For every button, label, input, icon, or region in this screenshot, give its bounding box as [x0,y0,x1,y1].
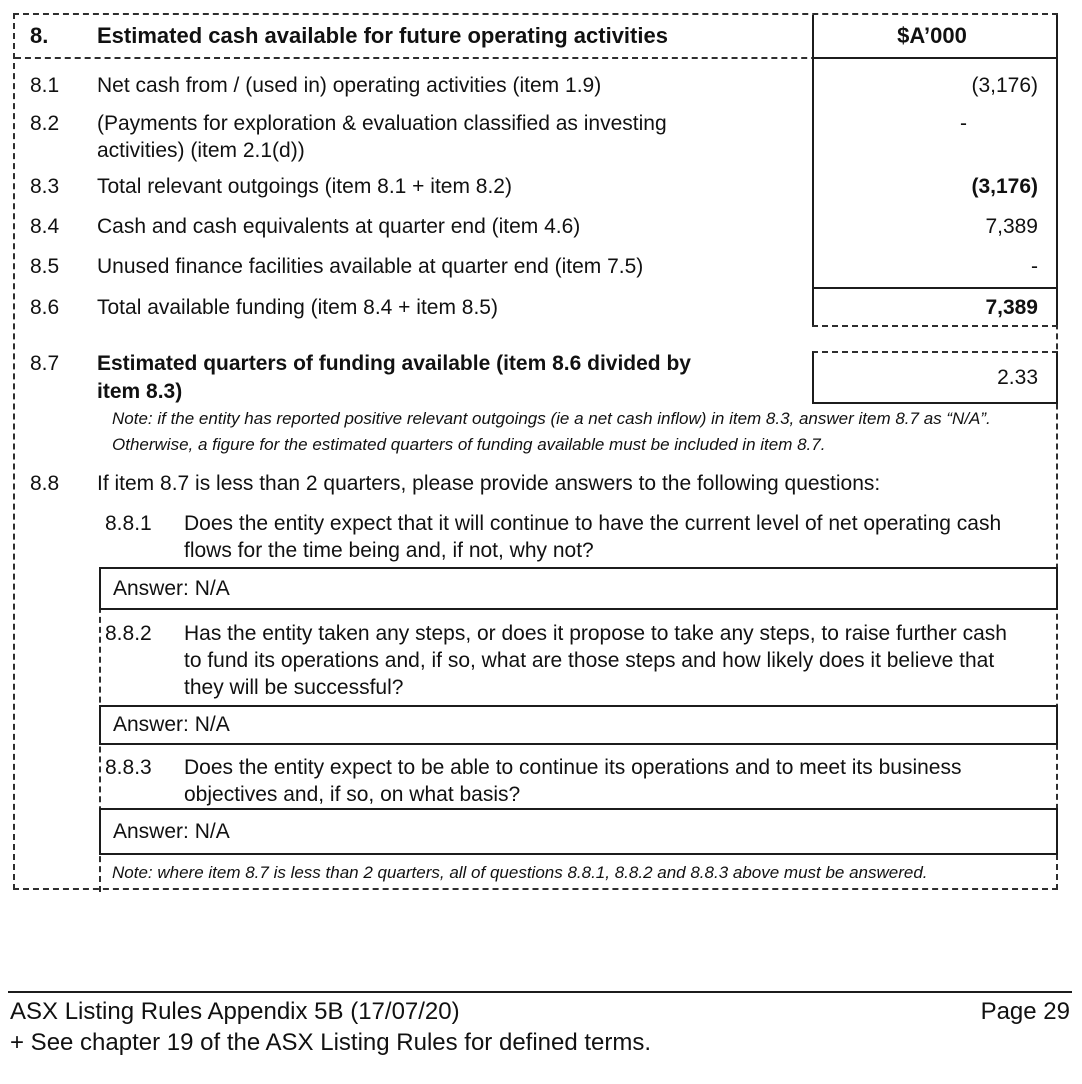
answer-text: Answer: N/A [113,819,230,843]
table-row [15,253,1056,280]
table-header-row [15,15,1056,59]
value-column-right-border [1056,15,1058,327]
item-number: 8.8 [30,472,60,495]
header-bottom-rule [812,57,1058,59]
item-label: If item 8.7 is less than 2 quarters, please provide answers to the following questions: [97,472,881,495]
item-label: Estimated quarters of funding available (item 8.6 divided by item 8.3) [97,352,691,403]
note-text: Note: if the entity has reported positive relevant outgoings (ie a net cash inflow) in item 8.3, answer item 8.7 as “N/A”. Otherwise, a figure for the estimated quarters of funding available must be included in item 8.7. [112,409,991,454]
item-number: 8.1 [30,74,60,97]
question-number: 8.8.3 [105,756,152,779]
question-text: Does the entity expect to be able to continue its operations and to meet its business objectives and, if so, on what basis? [184,756,962,806]
note-text: Note: where item 8.7 is less than 2 quarters, all of questions 8.8.1, 8.8.2 and 8.8.3 above must be answered. [112,863,928,882]
page-number: Page 29 [980,998,1070,1025]
question-text: Does the entity expect that it will continue to have the current level of net operating cash flows for the time being and, if not, why not? [184,512,1002,562]
item-number: 8.3 [30,175,60,198]
item-number: 8.2 [30,112,60,135]
answer-text: Answer: N/A [113,576,230,600]
question-row [105,510,1056,564]
item-value: 7,389 [985,215,1038,238]
table-row [15,173,1056,200]
value-column-left-border [812,15,814,327]
item-number: 8.7 [30,352,60,375]
section-number: 8. [30,23,49,48]
question-row [105,620,1056,701]
answer-box [99,567,1058,610]
item-label: Net cash from / (used in) operating activities (item 1.9) [97,74,602,97]
footer-rule [8,991,1072,993]
question-text: Has the entity taken any steps, or does it propose to take any steps, to raise further cash to fund its operations and, if so, what are those steps and how likely does it believe that they will be successful? [184,622,1007,699]
total-funding-bottom-rule [812,325,1058,327]
item-value: 7,389 [985,296,1038,319]
table-row [15,470,1056,497]
question-number: 8.8.2 [105,622,152,645]
table-row [15,72,1056,99]
item-label: Unused finance facilities available at quarter end (item 7.5) [97,255,644,278]
item-value: (3,176) [971,175,1038,198]
footer-defined-terms: + See chapter 19 of the ASX Listing Rules for defined terms. [10,1029,652,1056]
item-value: (3,176) [971,74,1038,97]
table-row [15,294,1056,321]
answer-box [99,808,1058,855]
item-value: 2.33 [997,365,1038,389]
answer-text: Answer: N/A [113,713,230,736]
question-number: 8.8.1 [105,512,152,535]
item-value: - [960,112,967,135]
question-row [105,754,1056,808]
unit-header: $A’000 [897,23,967,48]
section-8-table [13,13,1058,890]
answer-box [99,705,1058,745]
item-number: 8.4 [30,215,60,238]
table-row [15,110,1056,164]
footer-document-title: ASX Listing Rules Appendix 5B (17/07/20) [10,998,460,1025]
page-footer [10,996,1070,1058]
total-funding-top-rule [812,287,1058,289]
section-title: Estimated cash available for future operating activities [97,23,668,48]
item-label: Cash and cash equivalents at quarter end (item 4.6) [97,215,581,238]
item-number: 8.5 [30,255,60,278]
item-label: (Payments for exploration & evaluation classified as investing activities) (item 2.1(d)) [97,112,667,162]
item-label: Total relevant outgoings (item 8.1 + item 8.2) [97,175,512,198]
item-number: 8.6 [30,296,60,319]
table-row [15,213,1056,240]
quarters-of-funding-value-box [812,351,1058,404]
item-value: - [1031,255,1038,278]
item-label: Total available funding (item 8.4 + item 8.5) [97,296,498,319]
footer-line [10,996,1070,1027]
